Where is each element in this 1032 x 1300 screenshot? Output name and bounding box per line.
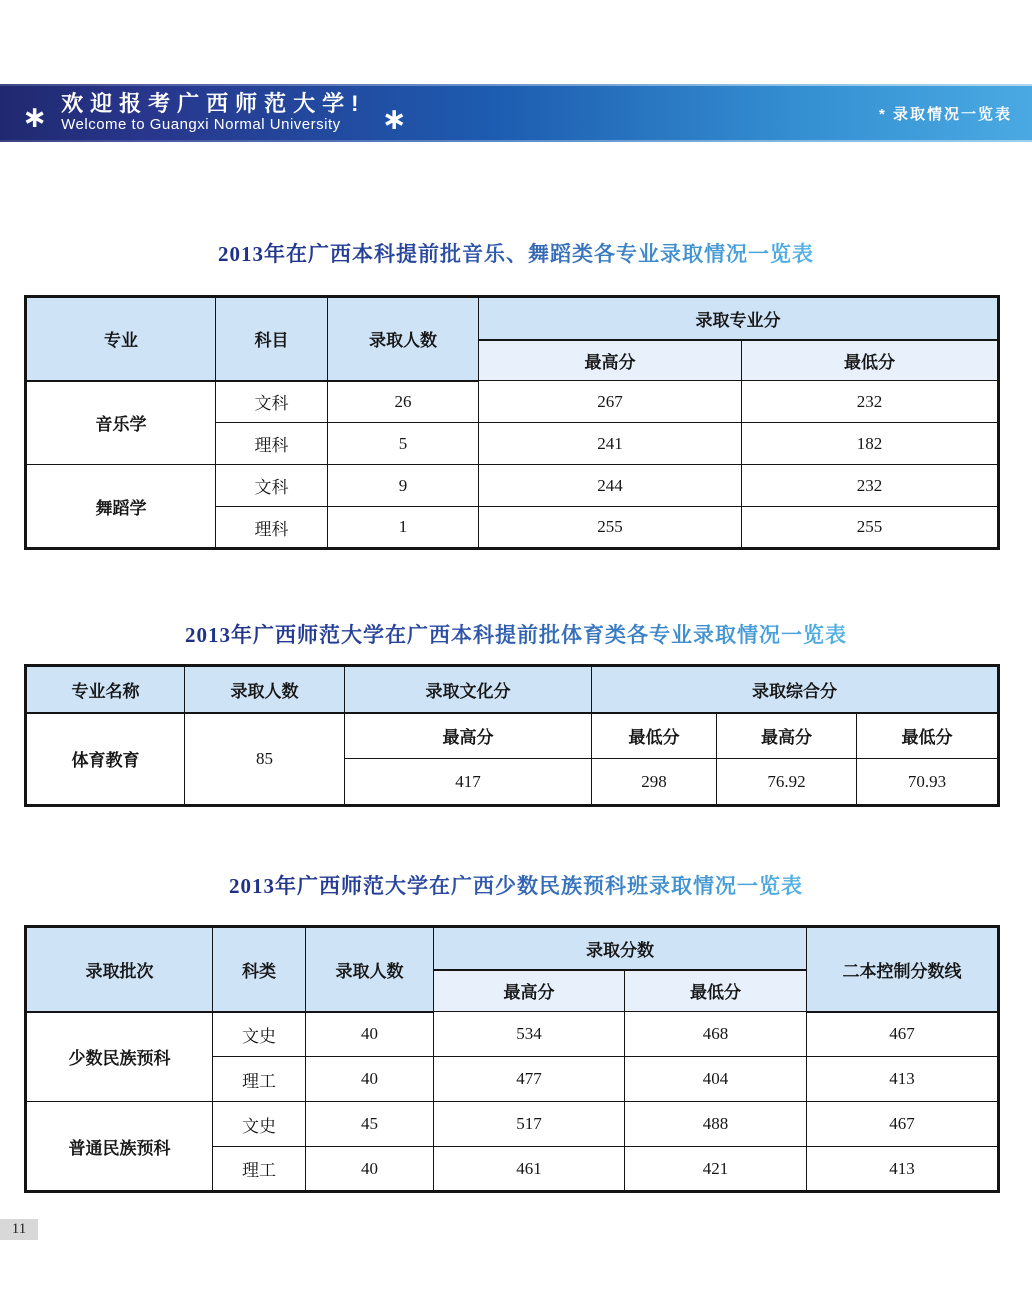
cell-min: 182 bbox=[742, 423, 999, 465]
cell-max: 477 bbox=[434, 1057, 625, 1102]
music-dance-admission-table bbox=[24, 295, 1000, 550]
header-subject: 科目 bbox=[216, 297, 328, 381]
cell-batch: 少数民族预科 bbox=[26, 1012, 213, 1102]
cell-subject: 文科 bbox=[216, 381, 328, 423]
cell-count: 1 bbox=[328, 507, 479, 549]
cell-max: 241 bbox=[479, 423, 742, 465]
cell-culture-min: 298 bbox=[592, 759, 717, 806]
header-count: 录取人数 bbox=[185, 666, 345, 713]
cell-composite-min: 70.93 bbox=[857, 759, 999, 806]
cell-category: 理工 bbox=[213, 1057, 306, 1102]
cell-count: 40 bbox=[306, 1057, 434, 1102]
cell-count: 40 bbox=[306, 1012, 434, 1057]
asterisk-icon: ∗ bbox=[381, 102, 407, 137]
cell-category: 理工 bbox=[213, 1147, 306, 1192]
cell-max: 255 bbox=[479, 507, 742, 549]
section-title-text: 2013年广西师范大学在广西本科提前批体育类各专业录取情况一览表 bbox=[185, 619, 847, 649]
header-batch: 录取批次 bbox=[26, 927, 213, 1012]
cell-max: 244 bbox=[479, 465, 742, 507]
cell-min: 421 bbox=[625, 1147, 807, 1192]
cell-min: 404 bbox=[625, 1057, 807, 1102]
preparatory-admission-table bbox=[24, 925, 1000, 1193]
header-major: 专业 bbox=[26, 297, 216, 381]
header-count: 录取人数 bbox=[306, 927, 434, 1012]
cell-count: 9 bbox=[328, 465, 479, 507]
header-culture-score: 录取文化分 bbox=[345, 666, 592, 713]
header-major-name: 专业名称 bbox=[26, 666, 185, 713]
cell-subject: 理科 bbox=[216, 507, 328, 549]
cell-control-line: 467 bbox=[807, 1102, 999, 1147]
cell-count: 85 bbox=[185, 713, 345, 806]
subheader-row bbox=[26, 713, 999, 759]
cell-count: 40 bbox=[306, 1147, 434, 1192]
section-title-music-dance bbox=[0, 238, 1032, 268]
cell-min: 232 bbox=[742, 465, 999, 507]
cell-min: 468 bbox=[625, 1012, 807, 1057]
table-row bbox=[26, 1012, 999, 1057]
asterisk-icon: ∗ bbox=[22, 100, 48, 135]
pe-admission-table bbox=[24, 664, 1000, 807]
header-max-score: 最高分 bbox=[479, 340, 742, 381]
cell-subject: 理科 bbox=[216, 423, 328, 465]
cell-category: 文史 bbox=[213, 1102, 306, 1147]
cell-major: 舞蹈学 bbox=[26, 465, 216, 549]
cell-min: 232 bbox=[742, 381, 999, 423]
banner-titles bbox=[61, 92, 365, 133]
label-composite-min: 最低分 bbox=[857, 713, 999, 759]
label-culture-min: 最低分 bbox=[592, 713, 717, 759]
header-max-score: 最高分 bbox=[434, 970, 625, 1012]
header-category: 科类 bbox=[213, 927, 306, 1012]
welcome-banner bbox=[0, 84, 1032, 142]
cell-max: 461 bbox=[434, 1147, 625, 1192]
header-control-line: 二本控制分数线 bbox=[807, 927, 999, 1012]
header-composite-score: 录取综合分 bbox=[592, 666, 999, 713]
section-title-pe bbox=[0, 619, 1032, 649]
cell-count: 45 bbox=[306, 1102, 434, 1147]
header-score-group: 录取分数 bbox=[434, 927, 807, 970]
banner-title-english: Welcome to Guangxi Normal University bbox=[61, 115, 341, 133]
cell-min: 255 bbox=[742, 507, 999, 549]
cell-subject: 文科 bbox=[216, 465, 328, 507]
section-title-text: 2013年广西师范大学在广西少数民族预科班录取情况一览表 bbox=[229, 870, 803, 900]
cell-culture-max: 417 bbox=[345, 759, 592, 806]
header-min-score: 最低分 bbox=[625, 970, 807, 1012]
page-number: 11 bbox=[0, 1219, 38, 1240]
section-title-text: 2013年在广西本科提前批音乐、舞蹈类各专业录取情况一览表 bbox=[218, 238, 814, 268]
banner-section-label: * 录取情况一览表 bbox=[878, 105, 1012, 123]
cell-min: 488 bbox=[625, 1102, 807, 1147]
banner-title-chinese: 欢迎报考广西师范大学! bbox=[61, 91, 366, 117]
header-min-score: 最低分 bbox=[742, 340, 999, 381]
table-row bbox=[26, 381, 999, 423]
cell-count: 5 bbox=[328, 423, 479, 465]
cell-major: 音乐学 bbox=[26, 381, 216, 465]
cell-control-line: 413 bbox=[807, 1057, 999, 1102]
header-row bbox=[26, 666, 999, 713]
cell-count: 26 bbox=[328, 381, 479, 423]
cell-max: 534 bbox=[434, 1012, 625, 1057]
cell-composite-max: 76.92 bbox=[717, 759, 857, 806]
cell-max: 267 bbox=[479, 381, 742, 423]
table-row bbox=[26, 1102, 999, 1147]
cell-control-line: 413 bbox=[807, 1147, 999, 1192]
header-row bbox=[26, 297, 999, 340]
label-composite-max: 最高分 bbox=[717, 713, 857, 759]
cell-batch: 普通民族预科 bbox=[26, 1102, 213, 1192]
cell-control-line: 467 bbox=[807, 1012, 999, 1057]
cell-max: 517 bbox=[434, 1102, 625, 1147]
header-score-group: 录取专业分 bbox=[479, 297, 999, 340]
cell-category: 文史 bbox=[213, 1012, 306, 1057]
label-culture-max: 最高分 bbox=[345, 713, 592, 759]
header-count: 录取人数 bbox=[328, 297, 479, 381]
table-row bbox=[26, 465, 999, 507]
header-row bbox=[26, 927, 999, 970]
section-title-preparatory bbox=[0, 870, 1032, 900]
cell-major: 体育教育 bbox=[26, 713, 185, 806]
